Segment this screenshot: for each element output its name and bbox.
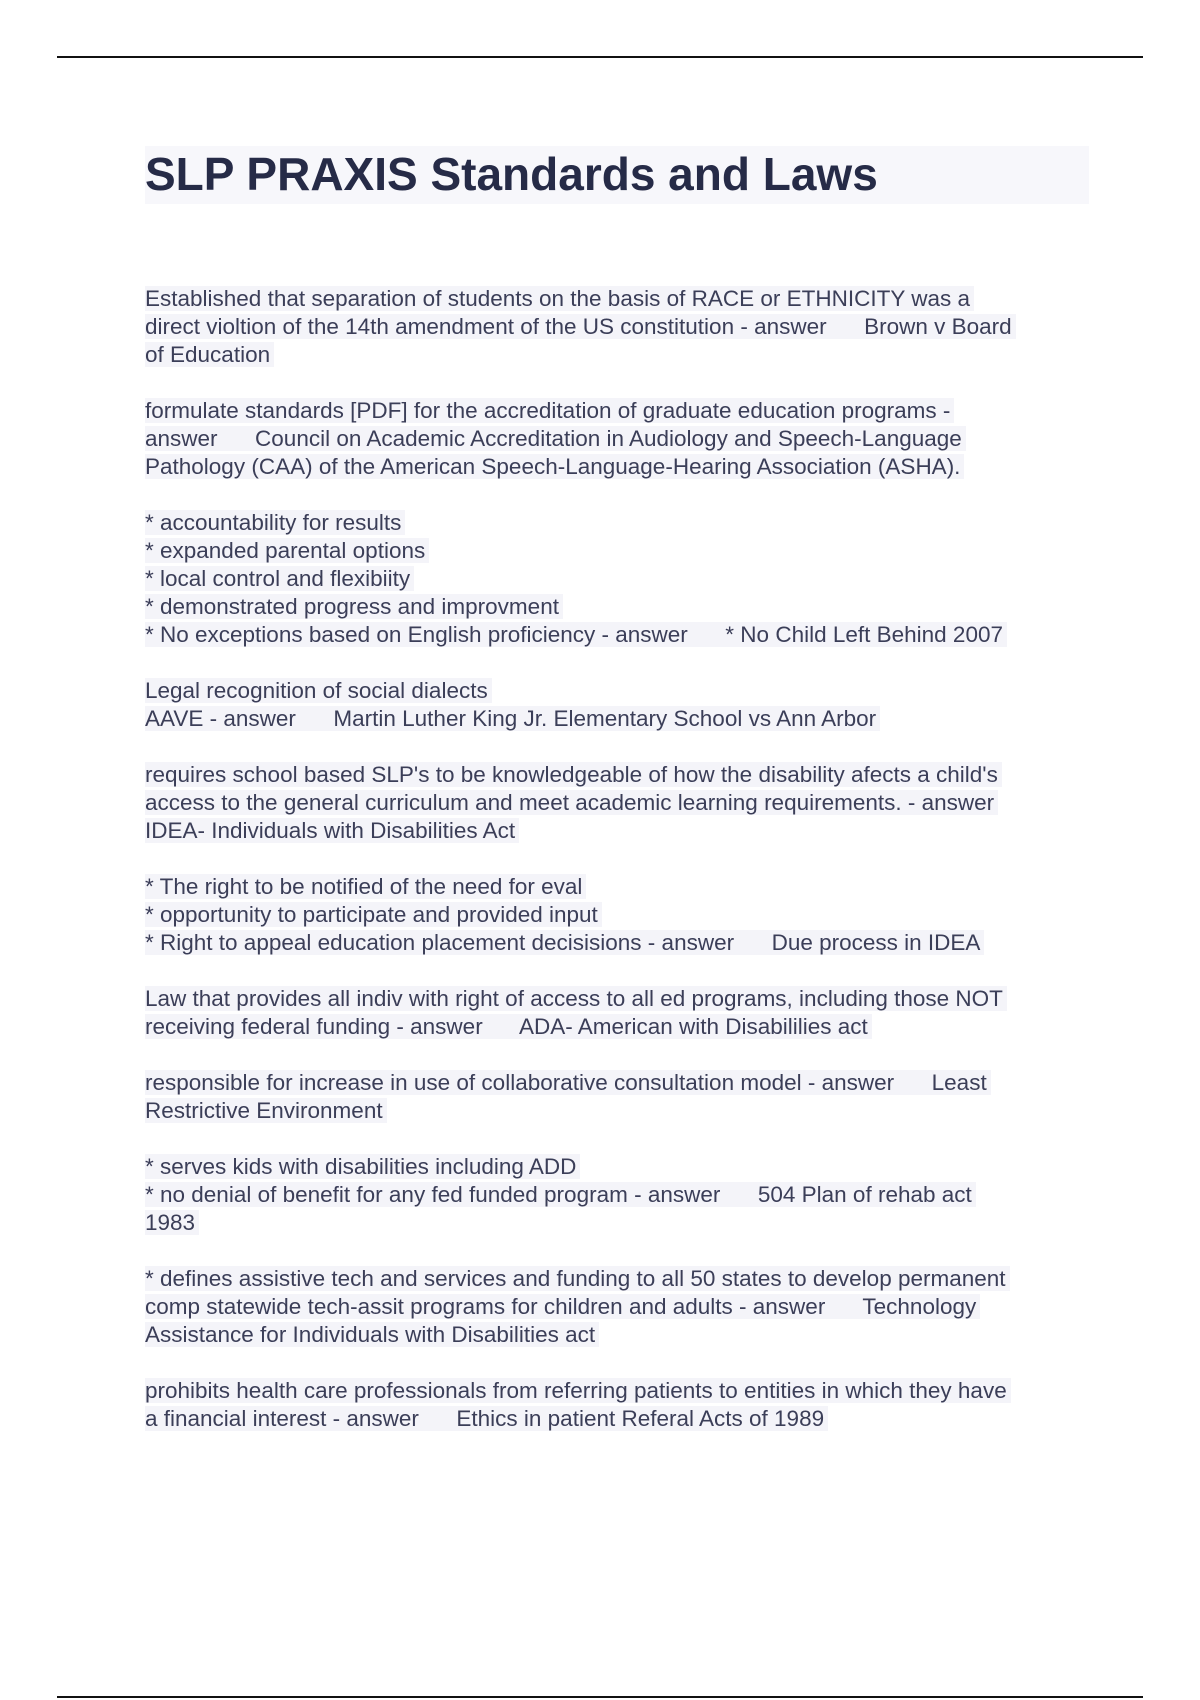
- entry-line: Restrictive Environment: [145, 1097, 1089, 1125]
- entry-line: * accountability for results: [145, 509, 1089, 537]
- entry-line: * Right to appeal education placement decisisions - answer Due process in IDEA: [145, 929, 1089, 957]
- entry-line: Established that separation of students on the basis of RACE or ETHNICITY was a: [145, 285, 1089, 313]
- top-rule: [57, 56, 1143, 58]
- entry-line: access to the general curriculum and meet academic learning requirements. - answer: [145, 789, 1089, 817]
- entry-line: * The right to be notified of the need for eval: [145, 873, 1089, 901]
- flashcard-entry: [145, 1377, 1089, 1433]
- flashcard-entry: [145, 397, 1089, 481]
- entry-line: requires school based SLP's to be knowledgeable of how the disability afects a child's: [145, 761, 1089, 789]
- entry-line: Law that provides all indiv with right of access to all ed programs, including those NOT: [145, 985, 1089, 1013]
- entry-line: * expanded parental options: [145, 537, 1089, 565]
- flashcard-entry: [145, 1069, 1089, 1125]
- entry-line: AAVE - answer Martin Luther King Jr. Elementary School vs Ann Arbor: [145, 705, 1089, 733]
- flashcard-entry: [145, 285, 1089, 369]
- flashcard-list: [145, 285, 1089, 1433]
- entry-line: responsible for increase in use of collaborative consultation model - answer Least: [145, 1069, 1089, 1097]
- entry-line: Legal recognition of social dialects: [145, 677, 1089, 705]
- flashcard-entry: [145, 873, 1089, 957]
- bottom-rule: [57, 1696, 1143, 1698]
- entry-line: comp statewide tech-assit programs for children and adults - answer Technology: [145, 1293, 1089, 1321]
- entry-line: formulate standards [PDF] for the accreditation of graduate education programs -: [145, 397, 1089, 425]
- document-content: [145, 146, 1089, 1461]
- flashcard-entry: [145, 985, 1089, 1041]
- entry-line: * serves kids with disabilities including ADD: [145, 1153, 1089, 1181]
- entry-line: * no denial of benefit for any fed funded program - answer 504 Plan of rehab act: [145, 1181, 1089, 1209]
- entry-line: a financial interest - answer Ethics in patient Referal Acts of 1989: [145, 1405, 1089, 1433]
- flashcard-entry: [145, 761, 1089, 845]
- entry-line: Pathology (CAA) of the American Speech-Language-Hearing Association (ASHA).: [145, 453, 1089, 481]
- entry-line: prohibits health care professionals from referring patients to entities in which they have: [145, 1377, 1089, 1405]
- flashcard-entry: [145, 677, 1089, 733]
- entry-line: of Education: [145, 341, 1089, 369]
- entry-line: Assistance for Individuals with Disabilities act: [145, 1321, 1089, 1349]
- entry-line: answer Council on Academic Accreditation in Audiology and Speech-Language: [145, 425, 1089, 453]
- flashcard-entry: [145, 1153, 1089, 1237]
- entry-line: * defines assistive tech and services and funding to all 50 states to develop permanent: [145, 1265, 1089, 1293]
- entry-line: * demonstrated progress and improvment: [145, 593, 1089, 621]
- entry-line: * No exceptions based on English proficiency - answer * No Child Left Behind 2007: [145, 621, 1089, 649]
- entry-line: IDEA- Individuals with Disabilities Act: [145, 817, 1089, 845]
- flashcard-entry: [145, 509, 1089, 649]
- entry-line: * local control and flexibiity: [145, 565, 1089, 593]
- flashcard-entry: [145, 1265, 1089, 1349]
- entry-line: 1983: [145, 1209, 1089, 1237]
- entry-line: receiving federal funding - answer ADA- American with Disabililies act: [145, 1013, 1089, 1041]
- document-title: SLP PRAXIS Standards and Laws: [145, 146, 1089, 204]
- entry-line: * opportunity to participate and provided input: [145, 901, 1089, 929]
- entry-line: direct violtion of the 14th amendment of the US constitution - answer Brown v Board: [145, 313, 1089, 341]
